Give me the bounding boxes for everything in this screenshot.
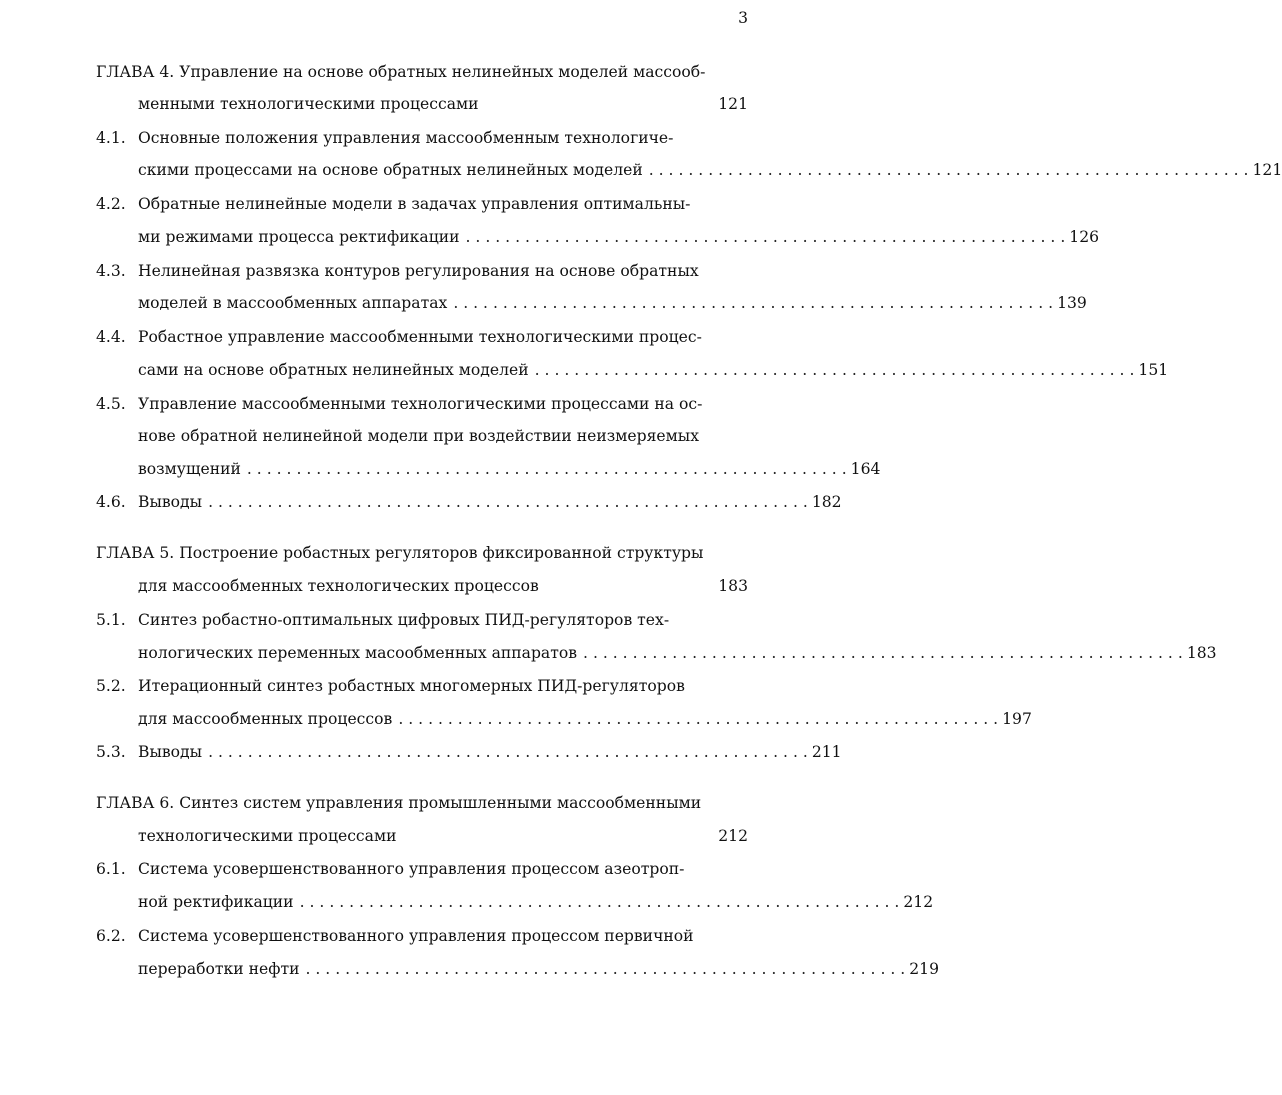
chapter-4-title-line2: менными технологическими процессами 121 xyxy=(138,95,748,113)
section-number: 4.6. xyxy=(96,493,126,511)
toc-entry-6-1[interactable]: 6.1. Система усовершенствованного управления процессом азеотроп- xyxy=(96,860,685,878)
toc-entry-5-1-last[interactable]: нологических переменных масообменных аппаратов . . . . . . . . . . . . . . . . . . . . . . . . . . . . . . . . . . . . . . . . . . . . . . . . . . . . . . . . . . . . . 183 xyxy=(138,644,1217,662)
toc-entry-6-2[interactable]: 6.2. Система усовершенствованного управления процессом первичной xyxy=(96,927,694,945)
section-number: 6.2. xyxy=(96,927,126,945)
toc-entry-4-4[interactable]: 4.4. Робастное управление массообменными технологическими процес- xyxy=(96,328,702,346)
section-number: 4.3. xyxy=(96,262,126,280)
section-page: 212 xyxy=(903,893,934,911)
toc-entry-6-2-last[interactable]: переработки нефти . . . . . . . . . . . . . . . . . . . . . . . . . . . . . . . . . . . . . . . . . . . . . . . . . . . . . . . . . . . . . 219 xyxy=(138,960,940,978)
dot-leader: . . . . . . . . . . . . . . . . . . . . . . . . . . . . . . . . . . . . . . . . . . . . . . . . . . . . . . . . . . . . . xyxy=(246,460,847,478)
page-number: 3 xyxy=(738,9,748,27)
chapter-6-title-line2: технологическими процессами 212 xyxy=(138,827,748,845)
chapter-5-page: 183 xyxy=(718,577,748,595)
dot-leader: . . . . . . . . . . . . . . . . . . . . . . . . . . . . . . . . . . . . . . . . . . . . . . . . . . . . . . . . . . . . . xyxy=(208,493,808,511)
section-number: 6.1. xyxy=(96,860,126,878)
dot-leader: . . . . . . . . . . . . . . . . . . . . . . . . . . . . . . . . . . . . . . . . . . . . . . . . . . . . . . . . . . . . . xyxy=(534,361,1135,379)
section-page: 182 xyxy=(811,493,842,511)
section-page: 139 xyxy=(1057,294,1087,312)
section-page: 197 xyxy=(1002,710,1032,728)
dot-leader: . . . . . . . . . . . . . . . . . . . . . . . . . . . . . . . . . . . . . . . . . . . . . . . . . . . . . . . . . . . . . xyxy=(453,294,1054,312)
toc-entry-4-5[interactable]: 4.5. Управление массообменными технологическими процессами на ос- xyxy=(96,395,703,413)
toc-entry-4-3[interactable]: 4.3. Нелинейная развязка контуров регулирования на основе обратных xyxy=(96,262,699,280)
dot-leader: . . . . . . . . . . . . . . . . . . . . . . . . . . . . . . . . . . . . . . . . . . . . . . . . . . . . . . . . . . . . . xyxy=(299,893,900,911)
chapter-6-page: 212 xyxy=(718,827,748,845)
toc-entry-4-6[interactable]: 4.6. Выводы . . . . . . . . . . . . . . . . . . . . . . . . . . . . . . . . . . . . . . . . . . . . . . . . . . . . . . . . . . . . . 182 xyxy=(96,493,842,511)
toc-entry-4-4-last[interactable]: сами на основе обратных нелинейных моделей . . . . . . . . . . . . . . . . . . . . . . . . . . . . . . . . . . . . . . . . . . . . . . . . . . . . . . . . . . . . . 151 xyxy=(138,361,1169,379)
section-page: 183 xyxy=(1186,644,1217,662)
toc-entry-4-2[interactable]: 4.2. Обратные нелинейные модели в задачах управления оптимальны- xyxy=(96,195,691,213)
section-number: 4.4. xyxy=(96,328,126,346)
toc-entry-4-2-last[interactable]: ми режимами процесса ректификации . . . . . . . . . . . . . . . . . . . . . . . . . . . . . . . . . . . . . . . . . . . . . . . . . . . . . . . . . . . . . 126 xyxy=(138,228,1100,246)
section-page: 211 xyxy=(811,743,842,761)
chapter-5-title-line1: ГЛАВА 5. Построение робастных регуляторов фиксированной структуры xyxy=(96,544,704,562)
chapter-5-title-line2: для массообменных технологических процессов 183 xyxy=(138,577,748,595)
section-number: 5.1. xyxy=(96,611,126,629)
toc-entry-4-1[interactable]: 4.1. Основные положения управления массообменным технологиче- xyxy=(96,129,674,147)
toc-entry-4-3-last[interactable]: моделей в массообменных аппаратах . . . . . . . . . . . . . . . . . . . . . . . . . . . . . . . . . . . . . . . . . . . . . . . . . . . . . . . . . . . . . 139 xyxy=(138,294,1087,312)
section-number: 4.5. xyxy=(96,395,126,413)
toc-entry-5-1[interactable]: 5.1. Синтез робастно-оптимальных цифровых ПИД-регуляторов тех- xyxy=(96,611,670,629)
dot-leader: . . . . . . . . . . . . . . . . . . . . . . . . . . . . . . . . . . . . . . . . . . . . . . . . . . . . . . . . . . . . . xyxy=(398,710,999,728)
chapter-6-title-line1: ГЛАВА 6. Синтез систем управления промышленными массообменными xyxy=(96,794,702,812)
toc-entry-5-3[interactable]: 5.3. Выводы . . . . . . . . . . . . . . . . . . . . . . . . . . . . . . . . . . . . . . . . . . . . . . . . . . . . . . . . . . . . . 211 xyxy=(96,743,842,761)
toc-entry-6-1-last[interactable]: ной ректификации . . . . . . . . . . . . . . . . . . . . . . . . . . . . . . . . . . . . . . . . . . . . . . . . . . . . . . . . . . . . . 212 xyxy=(138,893,934,911)
dot-leader: . . . . . . . . . . . . . . . . . . . . . . . . . . . . . . . . . . . . . . . . . . . . . . . . . . . . . . . . . . . . . xyxy=(465,228,1066,246)
toc-entry-4-1-last[interactable]: скими процессами на основе обратных нелинейных моделей . . . . . . . . . . . . . . . . . . . . . . . . . . . . . . . . . . . . . . . . . . . . . . . . . . . . . . . . . . . . . 121 xyxy=(138,161,1282,179)
dot-leader: . . . . . . . . . . . . . . . . . . . . . . . . . . . . . . . . . . . . . . . . . . . . . . . . . . . . . . . . . . . . . xyxy=(583,644,1183,662)
section-number: 4.2. xyxy=(96,195,126,213)
section-page: 126 xyxy=(1069,228,1100,246)
dot-leader: . . . . . . . . . . . . . . . . . . . . . . . . . . . . . . . . . . . . . . . . . . . . . . . . . . . . . . . . . . . . . xyxy=(208,743,808,761)
section-page: 121 xyxy=(1252,161,1282,179)
chapter-4-page: 121 xyxy=(718,95,748,113)
chapter-4-title-line1: ГЛАВА 4. Управление на основе обратных нелинейных моделей массооб- xyxy=(96,63,706,81)
section-number: 5.3. xyxy=(96,743,126,761)
section-page: 164 xyxy=(850,460,881,478)
toc-entry-4-5-line2[interactable]: нове обратной нелинейной модели при воздействии неизмеряемых xyxy=(138,427,699,445)
section-number: 5.2. xyxy=(96,677,126,695)
section-page: 219 xyxy=(909,960,940,978)
dot-leader: . . . . . . . . . . . . . . . . . . . . . . . . . . . . . . . . . . . . . . . . . . . . . . . . . . . . . . . . . . . . . xyxy=(305,960,906,978)
section-page: 151 xyxy=(1138,361,1169,379)
toc-entry-5-2-last[interactable]: для массообменных процессов . . . . . . . . . . . . . . . . . . . . . . . . . . . . . . . . . . . . . . . . . . . . . . . . . . . . . . . . . . . . . 197 xyxy=(138,710,1032,728)
toc-entry-4-5-last[interactable]: возмущений . . . . . . . . . . . . . . . . . . . . . . . . . . . . . . . . . . . . . . . . . . . . . . . . . . . . . . . . . . . . . 164 xyxy=(138,460,881,478)
section-number: 4.1. xyxy=(96,129,126,147)
dot-leader: . . . . . . . . . . . . . . . . . . . . . . . . . . . . . . . . . . . . . . . . . . . . . . . . . . . . . . . . . . . . . xyxy=(648,161,1249,179)
toc-entry-5-2[interactable]: 5.2. Итерационный синтез робастных многомерных ПИД-регуляторов xyxy=(96,677,685,695)
